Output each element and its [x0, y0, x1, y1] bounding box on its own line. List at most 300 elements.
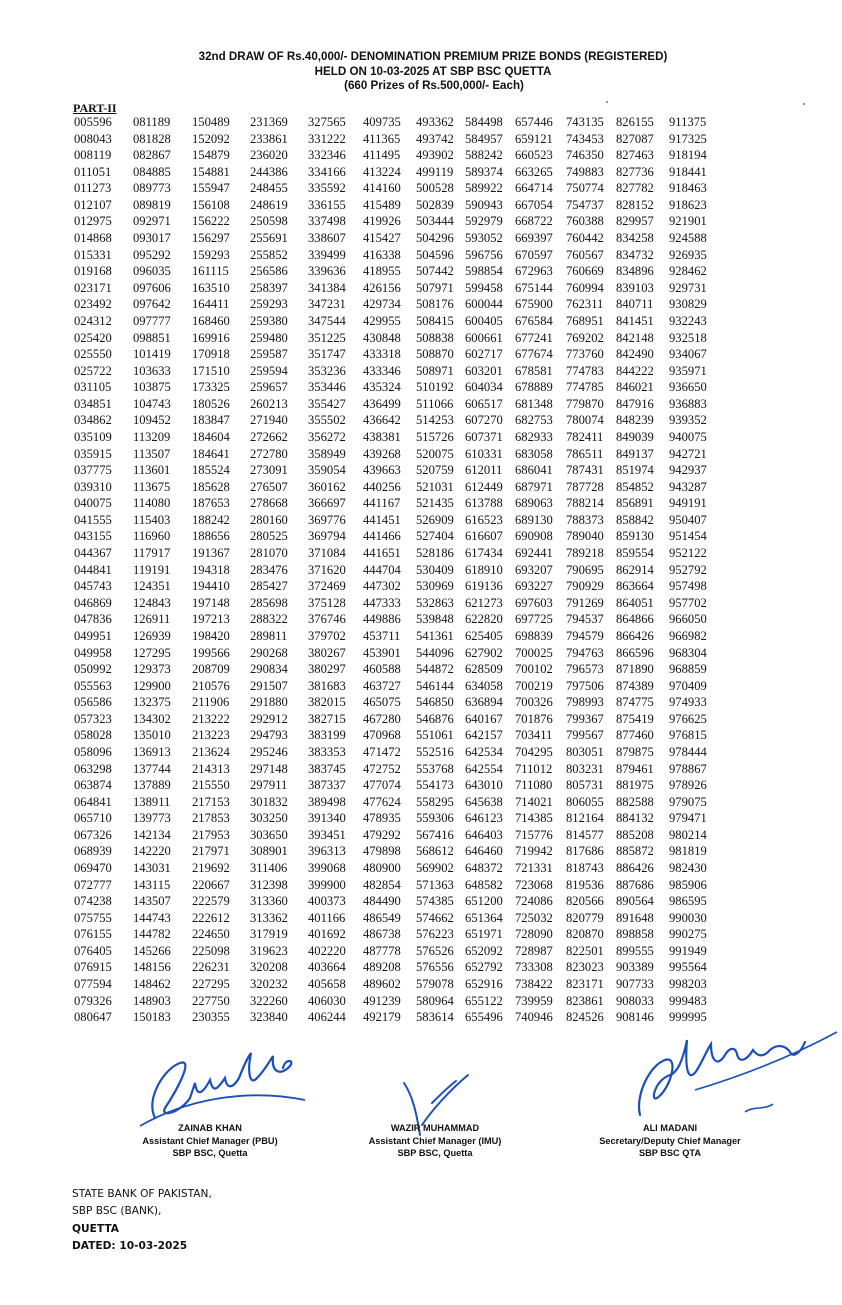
bond-number: 489602 [363, 977, 401, 992]
bond-number: 156222 [192, 214, 230, 229]
bond-number: 187653 [192, 496, 230, 511]
issue-date: DATED: 10-03-2025 [72, 1239, 188, 1252]
bond-number: 360162 [308, 479, 346, 494]
bond-number: 258397 [250, 280, 288, 295]
bond-number: 703411 [515, 728, 553, 743]
bond-number: 622820 [465, 612, 503, 627]
bond-number: 508870 [416, 347, 454, 362]
bond-number: 486738 [363, 927, 401, 942]
bond-number: 259657 [250, 380, 288, 395]
bond-number: 025420 [74, 330, 112, 345]
bond-number: 383199 [308, 728, 346, 743]
bond-number: 616607 [465, 529, 503, 544]
bond-number: 402220 [308, 943, 346, 958]
bond-number: 113601 [133, 463, 171, 478]
bond-number: 991949 [669, 943, 707, 958]
bond-number: 380297 [308, 662, 346, 677]
bond-number: 774783 [566, 363, 604, 378]
bond-number: 651200 [465, 894, 503, 909]
bond-number: 503444 [416, 214, 454, 229]
bond-number: 885208 [616, 827, 654, 842]
bond-number: 217953 [192, 827, 230, 842]
bond-number: 619136 [465, 579, 503, 594]
bond-number: 827463 [616, 148, 654, 163]
bond-number: 320232 [250, 977, 288, 992]
bond-number: 129373 [133, 662, 171, 677]
bond-number: 396313 [308, 844, 346, 859]
bond-number: 926935 [669, 247, 707, 262]
bond-number: 511066 [416, 396, 454, 411]
bond-number: 259480 [250, 330, 288, 345]
signatory-office: SBP BSC, Quetta [397, 1148, 473, 1158]
bond-number: 799367 [566, 711, 604, 726]
bond-number: 957702 [669, 595, 707, 610]
bond-number: 554173 [416, 778, 454, 793]
bond-number: 312398 [250, 877, 288, 892]
bond-number: 435324 [363, 380, 401, 395]
bond-number: 899555 [616, 943, 654, 958]
bond-number: 918441 [669, 164, 707, 179]
bond-number: 142134 [133, 827, 171, 842]
bond-number: 504296 [416, 231, 454, 246]
bond-number: 982430 [669, 861, 707, 876]
bond-number: 952792 [669, 562, 707, 577]
bond-number: 851974 [616, 463, 654, 478]
bond-number: 227750 [192, 993, 230, 1008]
bond-number: 116960 [133, 529, 171, 544]
bond-number: 379702 [308, 628, 346, 643]
part-label: PART-II [73, 101, 117, 115]
signatory-title: Assistant Chief Manager (IMU) [368, 1135, 502, 1146]
bond-number: 441651 [363, 546, 401, 561]
bond-number: 492179 [363, 1010, 401, 1025]
bond-number: 700219 [515, 678, 553, 693]
bond-number: 714385 [515, 811, 553, 826]
bond-number: 220667 [192, 877, 230, 892]
bond-number: 217153 [192, 794, 230, 809]
bond-number: 447302 [363, 579, 401, 594]
bond-number: 544096 [416, 645, 454, 660]
bond-number: 433318 [363, 347, 401, 362]
bond-number: 704295 [515, 744, 553, 759]
bond-number: 508415 [416, 313, 454, 328]
bond-number: 063874 [74, 778, 112, 793]
bond-number: 143115 [133, 877, 171, 892]
bond-number: 903389 [616, 960, 654, 975]
bond-number: 447333 [363, 595, 401, 610]
bond-number: 381683 [308, 678, 346, 693]
bond-number: 740946 [515, 1010, 553, 1025]
bond-number: 493742 [416, 131, 454, 146]
bond-number: 760567 [566, 247, 604, 262]
bond-number: 150183 [133, 1010, 171, 1025]
bond-number: 156297 [192, 231, 230, 246]
bond-number: 599458 [465, 280, 503, 295]
bond-number: 226231 [192, 960, 230, 975]
bond-number: 794537 [566, 612, 604, 627]
bond-number: 733308 [515, 960, 553, 975]
bond-number: 080647 [74, 1010, 112, 1025]
bond-number: 075755 [74, 910, 112, 925]
bond-number: 285698 [250, 595, 288, 610]
bond-number: 283476 [250, 562, 288, 577]
bond-number: 610331 [465, 446, 503, 461]
bond-number: 486549 [363, 910, 401, 925]
bond-number: 886426 [616, 861, 654, 876]
bond-number: 986595 [669, 894, 707, 909]
bond-number: 301832 [250, 794, 288, 809]
bond-number: 881975 [616, 778, 654, 793]
bond-number: 782411 [566, 429, 604, 444]
bond-number: 055563 [74, 678, 112, 693]
bond-number: 760994 [566, 280, 604, 295]
bond-number: 040075 [74, 496, 112, 511]
bond-number: 034851 [74, 396, 112, 411]
bond-number: 827736 [616, 164, 654, 179]
bond-number: 966982 [669, 628, 707, 643]
bond-number: 115403 [133, 512, 171, 527]
bond-number: 025722 [74, 363, 112, 378]
bond-number: 479898 [363, 844, 401, 859]
bond-number: 521435 [416, 496, 454, 511]
bond-number: 335592 [308, 181, 346, 196]
bond-number: 161115 [192, 264, 229, 279]
bond-number: 507971 [416, 280, 454, 295]
bond-number: 985906 [669, 877, 707, 892]
bond-number: 399900 [308, 877, 346, 892]
bond-number: 924588 [669, 231, 707, 246]
bond-number: 871890 [616, 662, 654, 677]
bond-number: 603201 [465, 363, 503, 378]
bond-number: 439663 [363, 463, 401, 478]
bond-number: 369776 [308, 512, 346, 527]
bond-number: 171510 [192, 363, 230, 378]
bond-number: 508838 [416, 330, 454, 345]
bond-number: 143031 [133, 861, 171, 876]
bond-number: 093017 [133, 231, 171, 246]
bond-number: 834896 [616, 264, 654, 279]
bond-number: 799567 [566, 728, 604, 743]
bond-number: 281070 [250, 546, 288, 561]
bond-column [515, 114, 566, 1026]
bond-number: 413224 [363, 164, 401, 179]
bond-number: 780074 [566, 413, 604, 428]
bond-number: 790695 [566, 562, 604, 577]
bond-number: 101419 [133, 347, 171, 362]
bond-number: 063298 [74, 761, 112, 776]
bond-number: 327565 [308, 115, 346, 129]
bond-number: 935971 [669, 363, 707, 378]
bond-number: 995564 [669, 960, 707, 975]
bond-number: 952122 [669, 546, 707, 561]
bond-number: 546144 [416, 678, 454, 693]
bond-number: 990030 [669, 910, 707, 925]
bond-number: 477624 [363, 794, 401, 809]
bond-number: 687971 [515, 479, 553, 494]
bond-number: 794579 [566, 628, 604, 643]
bond-number: 592979 [465, 214, 503, 229]
bond-number: 879461 [616, 761, 654, 776]
bond-number: 194318 [192, 562, 230, 577]
bond-number: 183847 [192, 413, 230, 428]
bond-number: 260213 [250, 396, 288, 411]
bond-number: 436499 [363, 396, 401, 411]
bond-number: 280525 [250, 529, 288, 544]
bond-number: 827782 [616, 181, 654, 196]
bond-number: 303650 [250, 827, 288, 842]
bond-number: 530969 [416, 579, 454, 594]
bond-number: 142220 [133, 844, 171, 859]
bond-number: 693207 [515, 562, 553, 577]
bond-number: 928462 [669, 264, 707, 279]
bond-number: 652916 [465, 977, 503, 992]
bond-number: 676584 [515, 313, 553, 328]
bond-number: 651971 [465, 927, 503, 942]
bond-number: 439268 [363, 446, 401, 461]
bond-number: 199566 [192, 645, 230, 660]
bond-number: 044367 [74, 546, 112, 561]
bond-number: 677674 [515, 347, 553, 362]
bond-number: 011273 [74, 181, 112, 196]
bond-number: 725032 [515, 910, 553, 925]
bond-number: 588242 [465, 148, 503, 163]
bond-number: 185524 [192, 463, 230, 478]
bond-number: 762311 [566, 297, 604, 312]
bond-number: 580964 [416, 993, 454, 1008]
bond-number: 798993 [566, 695, 604, 710]
bond-number: 320208 [250, 960, 288, 975]
bond-number: 248619 [250, 197, 288, 212]
bond-number: 858842 [616, 512, 654, 527]
bond-number: 103633 [133, 363, 171, 378]
bond-number: 874775 [616, 695, 654, 710]
bond-number: 951454 [669, 529, 707, 544]
bond-number: 294793 [250, 728, 288, 743]
bond-number: 968304 [669, 645, 707, 660]
issuer-line: STATE BANK OF PAKISTAN, [72, 1188, 212, 1200]
bond-number: 911375 [669, 115, 707, 129]
bond-number: 828152 [616, 197, 654, 212]
bond-number: 682753 [515, 413, 553, 428]
bond-number: 827087 [616, 131, 654, 146]
bond-number: 887686 [616, 877, 654, 892]
bond-number: 823861 [566, 993, 604, 1008]
bond-number: 648582 [465, 877, 503, 892]
bond-number: 126939 [133, 628, 171, 643]
bond-number: 600044 [465, 297, 503, 312]
bond-number: 248455 [250, 181, 288, 196]
bond-number: 672963 [515, 264, 553, 279]
bond-number: 380267 [308, 645, 346, 660]
bond-number: 864051 [616, 595, 654, 610]
bond-number: 773760 [566, 347, 604, 362]
bond-number: 664714 [515, 181, 553, 196]
bond-number: 292912 [250, 711, 288, 726]
bond-number: 697603 [515, 595, 553, 610]
bond-number: 939352 [669, 413, 707, 428]
bond-number: 576556 [416, 960, 454, 975]
bond-number: 669397 [515, 231, 553, 246]
bond-number-grid [74, 114, 725, 1026]
bond-number: 068939 [74, 844, 112, 859]
bond-number: 376746 [308, 612, 346, 627]
signatory-name: WAZIR MUHAMMAD [390, 1123, 480, 1133]
bond-number: 034862 [74, 413, 112, 428]
bond-number: 950407 [669, 512, 707, 527]
scan-speck [803, 103, 805, 105]
bond-number: 930829 [669, 297, 707, 312]
bond-number: 862914 [616, 562, 654, 577]
bond-number: 787431 [566, 463, 604, 478]
prize-summary: (660 Prizes of Rs.500,000/- Each) [344, 79, 524, 92]
bond-number: 415427 [363, 231, 401, 246]
bond-number: 848239 [616, 413, 654, 428]
bond-number: 103875 [133, 380, 171, 395]
bond-number: 012107 [74, 197, 112, 212]
bond-number: 690908 [515, 529, 553, 544]
bond-number: 366697 [308, 496, 346, 511]
bond-number: 484490 [363, 894, 401, 909]
bond-number: 879875 [616, 744, 654, 759]
bond-number: 979471 [669, 811, 707, 826]
bond-number: 124351 [133, 579, 171, 594]
bond-number: 472752 [363, 761, 401, 776]
bond-number: 968859 [669, 662, 707, 677]
bond-number: 660523 [515, 148, 553, 163]
bond-number: 411365 [363, 131, 401, 146]
bond-number: 198420 [192, 628, 230, 643]
bond-number: 701876 [515, 711, 553, 726]
bond-number: 403664 [308, 960, 346, 975]
bond-number: 188656 [192, 529, 230, 544]
bond-number: 885872 [616, 844, 654, 859]
bond-number: 976815 [669, 728, 707, 743]
bond-number: 429955 [363, 313, 401, 328]
bond-number: 877460 [616, 728, 654, 743]
bond-number: 276507 [250, 479, 288, 494]
bond-number: 233861 [250, 131, 288, 146]
signatory-name: ALI MADANI [642, 1123, 698, 1133]
bond-number: 144743 [133, 910, 171, 925]
signatory-title: Assistant Chief Manager (PBU) [142, 1135, 278, 1146]
bond-number: 184604 [192, 429, 230, 444]
bond-number: 646460 [465, 844, 503, 859]
bond-number: 974933 [669, 695, 707, 710]
bond-number: 219692 [192, 861, 230, 876]
bond-number: 024312 [74, 313, 112, 328]
bond-number: 136913 [133, 744, 171, 759]
bond-number: 847916 [616, 396, 654, 411]
bond-number: 169916 [192, 330, 230, 345]
bond-number: 213624 [192, 744, 230, 759]
bond-number: 829957 [616, 214, 654, 229]
bond-number: 539848 [416, 612, 454, 627]
bond-number: 441466 [363, 529, 401, 544]
bond-number: 164411 [192, 297, 230, 312]
bond-number: 005596 [74, 115, 112, 129]
bond-number: 567416 [416, 827, 454, 842]
bond-number: 119191 [133, 562, 171, 577]
bond-number: 936650 [669, 380, 707, 395]
bond-number: 721331 [515, 861, 553, 876]
bond-number: 411495 [363, 148, 401, 163]
bond-number: 046869 [74, 595, 112, 610]
bond-number: 023171 [74, 280, 112, 295]
bond-number: 788214 [566, 496, 604, 511]
bond-number: 689063 [515, 496, 553, 511]
bond-number: 184641 [192, 446, 230, 461]
bond-number: 138911 [133, 794, 171, 809]
bond-number: 642534 [465, 744, 503, 759]
bond-number: 409735 [363, 115, 401, 129]
bond-number: 607371 [465, 429, 503, 444]
bond-number: 617434 [465, 546, 503, 561]
bond-number: 225098 [192, 943, 230, 958]
bond-number: 322260 [250, 993, 288, 1008]
bond-number: 097642 [133, 297, 171, 312]
bond-number: 826155 [616, 115, 654, 129]
bond-number: 824526 [566, 1010, 604, 1025]
bond-number: 598854 [465, 264, 503, 279]
bond-number: 668722 [515, 214, 553, 229]
bond-number: 820870 [566, 927, 604, 942]
bond-number: 406030 [308, 993, 346, 1008]
bond-number: 097777 [133, 313, 171, 328]
issuer-city: QUETTA [72, 1222, 119, 1235]
bond-number: 418955 [363, 264, 401, 279]
bond-column [616, 114, 669, 1026]
bond-number: 576526 [416, 943, 454, 958]
bond-number: 627902 [465, 645, 503, 660]
bond-number: 098851 [133, 330, 171, 345]
signatory-office: SBP BSC QTA [639, 1148, 701, 1158]
bond-number: 999995 [669, 1010, 707, 1025]
bond-number: 272662 [250, 429, 288, 444]
bond-number: 528186 [416, 546, 454, 561]
bond-number: 148903 [133, 993, 171, 1008]
bond-number: 834732 [616, 247, 654, 262]
bond-number: 541361 [416, 628, 454, 643]
bond-number: 515726 [416, 429, 454, 444]
bond-number: 471472 [363, 744, 401, 759]
bond-number: 152092 [192, 131, 230, 146]
bond-number: 453711 [363, 628, 401, 643]
bond-number: 012975 [74, 214, 112, 229]
bond-number: 714021 [515, 794, 553, 809]
bond-number: 859130 [616, 529, 654, 544]
bond-number: 728090 [515, 927, 553, 942]
bond-number: 908146 [616, 1010, 654, 1025]
bond-number: 978867 [669, 761, 707, 776]
bond-number: 126911 [133, 612, 171, 627]
bond-number: 217971 [192, 844, 230, 859]
draw-title: 32nd DRAW OF Rs.40,000/- DENOMINATION PREMIUM PRIZE BONDS (REGISTERED) [198, 50, 668, 63]
bond-number: 288322 [250, 612, 288, 627]
bond-number: 426156 [363, 280, 401, 295]
bond-number: 383745 [308, 761, 346, 776]
bond-number: 035109 [74, 429, 112, 444]
bond-number: 806055 [566, 794, 604, 809]
bond-number: 569902 [416, 861, 454, 876]
bond-number: 210576 [192, 678, 230, 693]
bond-number: 213223 [192, 728, 230, 743]
bond-number: 803051 [566, 744, 604, 759]
bond-number: 820779 [566, 910, 604, 925]
bond-number: 942721 [669, 446, 707, 461]
bond-number: 173325 [192, 380, 230, 395]
bond-number: 678889 [515, 380, 553, 395]
bond-number: 074238 [74, 894, 112, 909]
